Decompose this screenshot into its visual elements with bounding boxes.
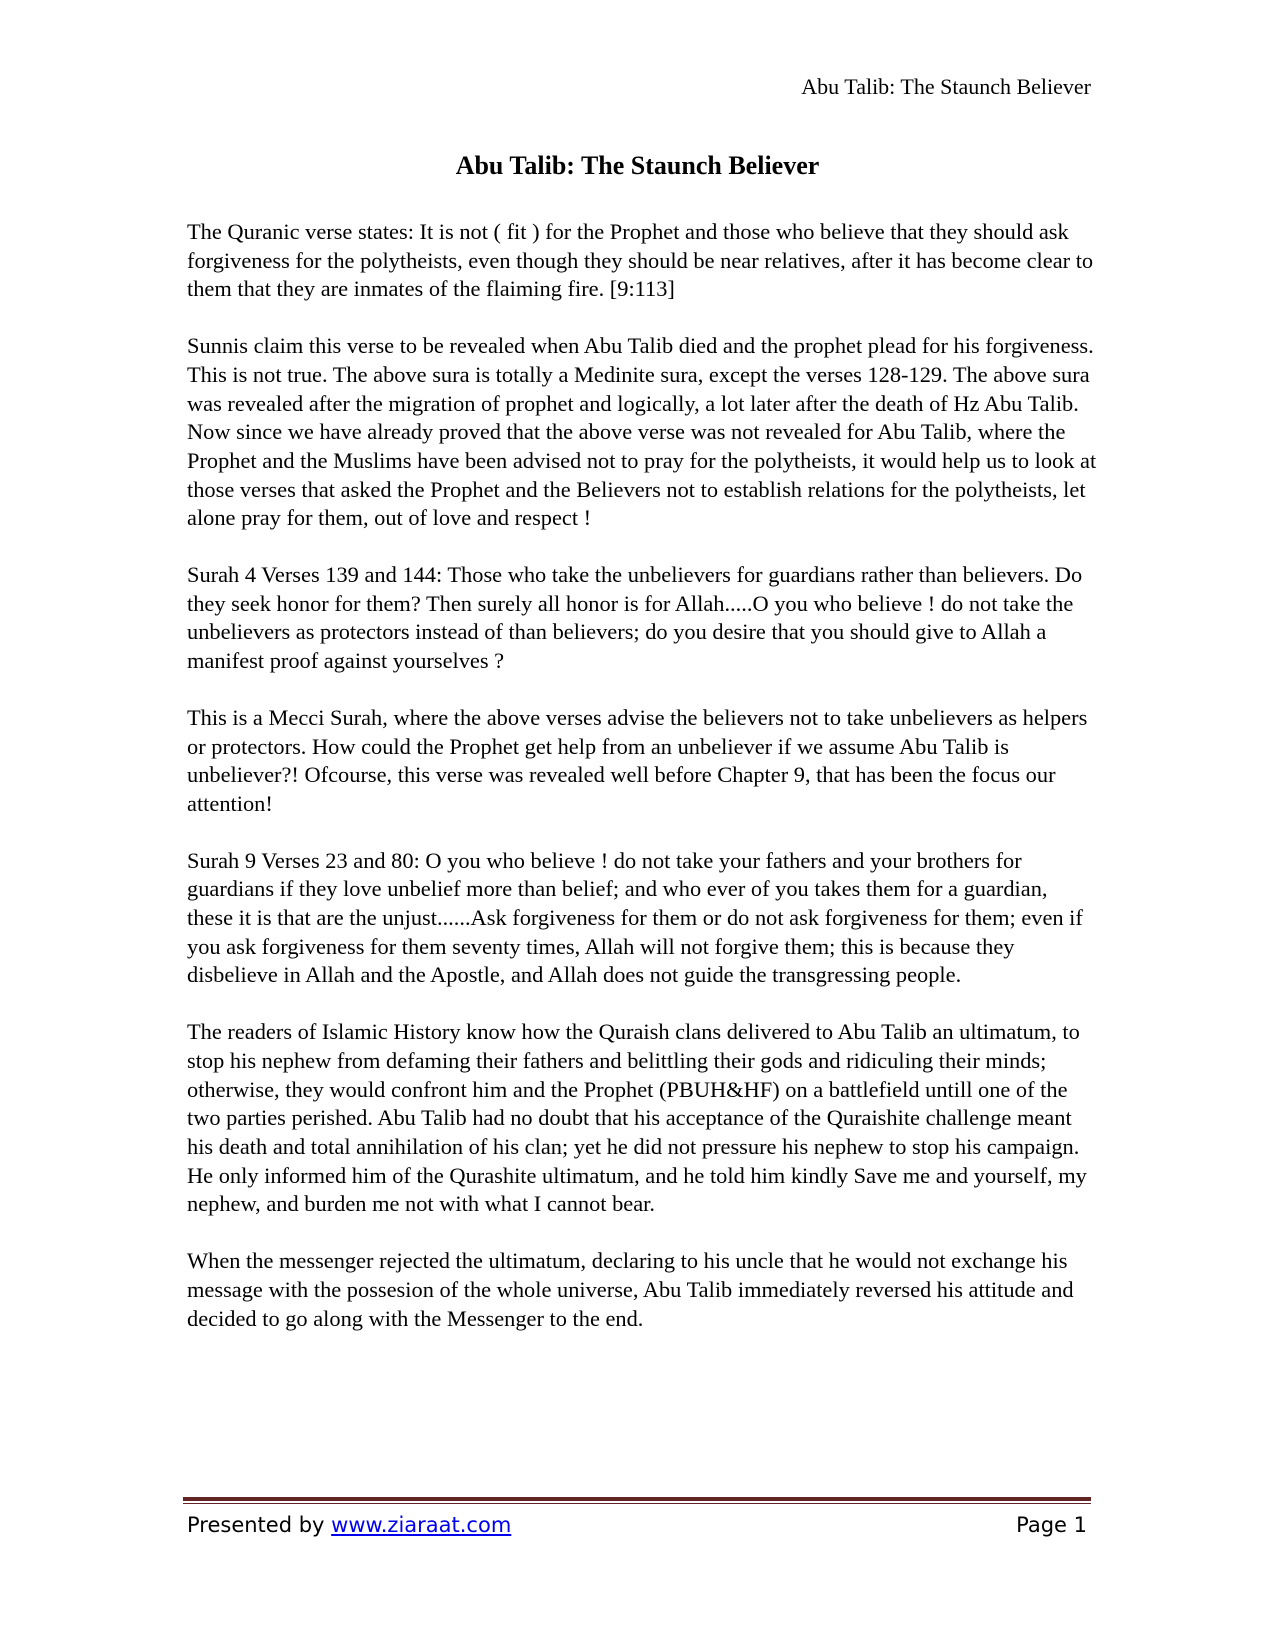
- footer-website-link[interactable]: www.ziaraat.com: [331, 1513, 512, 1537]
- paragraph-4: This is a Mecci Surah, where the above verses advise the believers not to take unbelievers as helpers or protectors. How could the Prophet get help from an unbeliever if we assume Abu Talib is unbeliever?! Ofcourse, this verse was revealed well before Chapter 9, that has been the focus our attention!: [187, 704, 1088, 816]
- paragraph-5: Surah 9 Verses 23 and 80: O you who believe ! do not take your fathers and your brothers for guardians if they love unbelief more than belief; and who ever of you takes them for a guardian, these it is that are the unjust......Ask forgiveness for them or do not ask forgiveness for them; even if you ask forgiveness for them seventy times, Allah will not forgive them; this is because they disbelieve in Allah and the Apostle, and Allah does not guide the transgressing people.: [187, 847, 1083, 988]
- footer-page-number: Page 1: [1016, 1513, 1087, 1537]
- paragraph-2: Sunnis claim this verse to be revealed when Abu Talib died and the prophet plead for his forgiveness. This is not true. The above sura is totally a Medinite sura, except the verses 128-129. The above sura was revealed after the migration of prophet and logically, a lot later after the death of Hz Abu Talib. Now since we have already proved that the above verse was not revealed for Abu Talib, where the Prophet and the Muslims have been advised not to pray for the polytheists, it would help us to look at those verses that asked the Prophet and the Believers not to establish relations for the polytheists, let alone pray for them, out of love and respect !: [187, 333, 1097, 531]
- document-body: [187, 218, 1097, 1361]
- paragraph-6: The readers of Islamic History know how the Quraish clans delivered to Abu Talib an ultimatum, to stop his nephew from defaming their fathers and belittling their gods and ridiculing their minds; otherwise, they would confront him and the Prophet (PBUH&HF) on a battlefield untill one of the two parties perished. Abu Talib had no doubt that his acceptance of the Quraishite challenge meant his death and total annihilation of his clan; yet he did not pressure his nephew to stop his campaign. He only informed him of the Qurashite ultimatum, and he told him kindly Save me and yourself, my nephew, and burden me not with what I cannot bear.: [187, 1019, 1087, 1217]
- paragraph-3: Surah 4 Verses 139 and 144: Those who take the unbelievers for guardians rather than believers. Do they seek honor for them? Then surely all honor is for Allah.....O you who believe ! do not take the unbelievers as protectors instead of than believers; do you desire that you should give to Allah a manifest proof against yourselves ?: [187, 562, 1083, 674]
- paragraph-1: The Quranic verse states: It is not ( fit ) for the Prophet and those who believe that they should ask forgiveness for the polytheists, even though they should be near relatives, after it has become clear to them that they are inmates of the flaiming fire. [9:113]: [187, 219, 1094, 302]
- footer-rule-thick: [183, 1497, 1091, 1501]
- footer-presented-label: Presented by: [187, 1513, 332, 1537]
- running-header: Abu Talib: The Staunch Believer: [801, 74, 1091, 99]
- footer-rule-thin: [183, 1503, 1091, 1504]
- paragraph-7: When the messenger rejected the ultimatum, declaring to his uncle that he would not exchange his message with the possesion of the whole universe, Abu Talib immediately reversed his attitude and decided to go along with the Messenger to the end.: [187, 1248, 1074, 1331]
- document-title: Abu Talib: The Staunch Believer: [455, 151, 820, 180]
- footer-presented-by: [187, 1512, 511, 1538]
